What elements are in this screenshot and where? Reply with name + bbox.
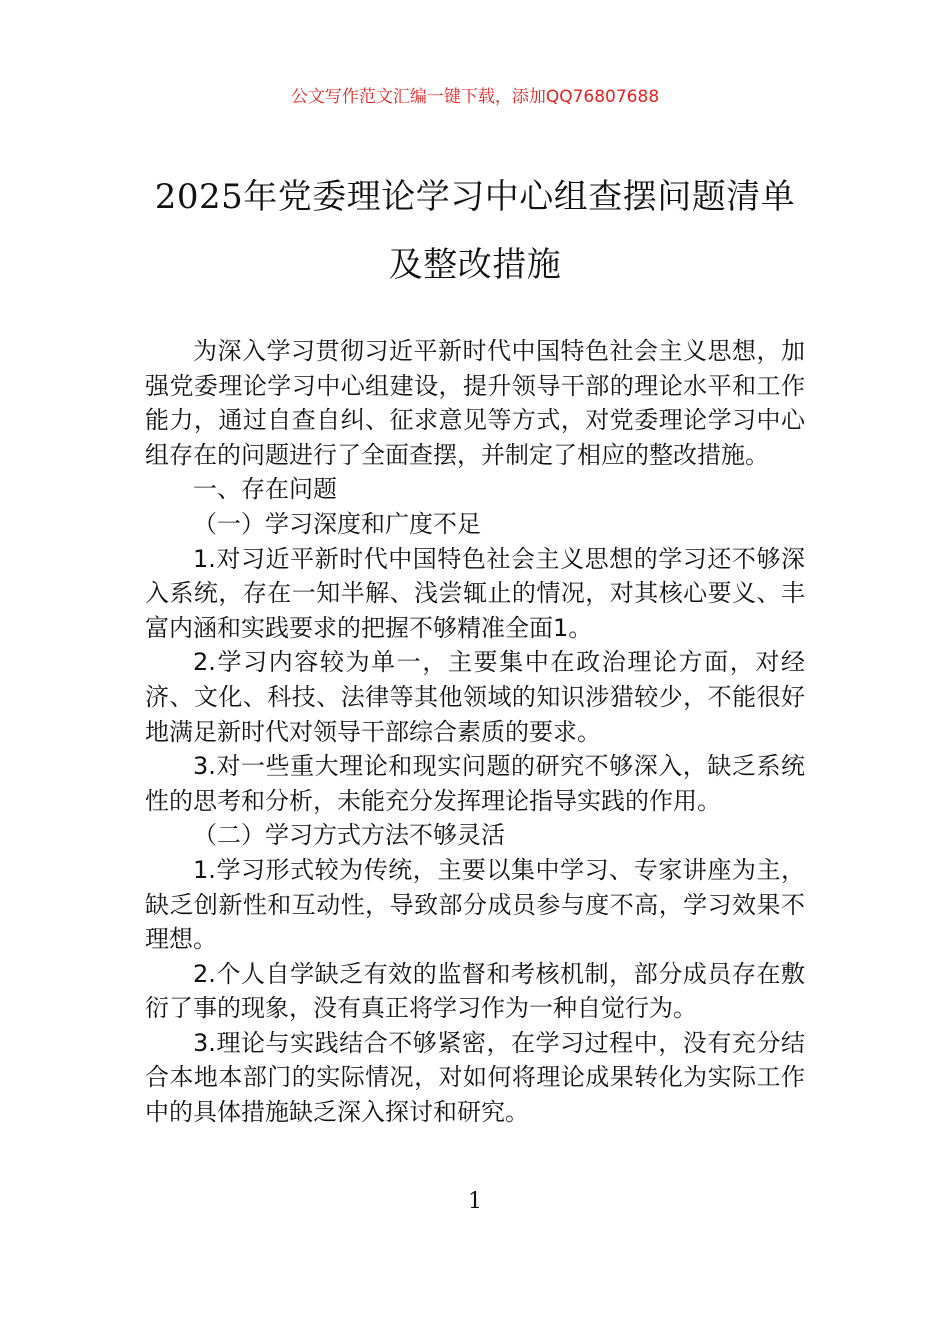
list-item: 1.学习形式较为传统，主要以集中学习、专家讲座为主，缺乏创新性和互动性，导致部分成员参与度不高，学习效果不理想。 (145, 855, 805, 954)
list-item: 2.学习内容较为单一，主要集中在政治理论方面，对经济、文化、科技、法律等其他领域的知识涉猎较少，不能很好地满足新时代对领导干部综合素质的要求。 (145, 648, 805, 746)
list-item: 1.对习近平新时代中国特色社会主义思想的学习还不够深入系统，存在一知半解、浅尝辄止的情况，对其核心要义、丰富内涵和实践要求的把握不够精准全面1。 (145, 544, 805, 642)
intro-paragraph: 为深入学习贯彻习近平新时代中国特色社会主义思想，加强党委理论学习中心组建设，提升领导干部的理论水平和工作能力，通过自查自纠、征求意见等方式，对党委理论学习中心组存在的问题进行了全面查摆，并制定了相应的整改措施。 (145, 337, 805, 469)
document-title-line2: 及整改措施 (388, 245, 562, 285)
list-item: 3.理论与实践结合不够紧密，在学习过程中，没有充分结合本地本部门的实际情况，对如何将理论成果转化为实际工作中的具体措施缺乏深入探讨和研究。 (145, 1028, 805, 1127)
download-banner: 公文写作范文汇编一键下载，添加QQ76807688 (290, 87, 660, 107)
document-body (145, 334, 805, 1130)
list-item: 2.个人自学缺乏有效的监督和考核机制，部分成员存在敷衍了事的现象，没有真正将学习作为一种自觉行为。 (145, 959, 805, 1023)
subsection-heading-2: （二）学习方式方法不够灵活 (193, 821, 505, 850)
list-item: 3.对一些重大理论和现实问题的研究不够深入，缺乏系统性的思考和分析，未能充分发挥理论指导实践的作用。 (145, 752, 805, 815)
section-heading-problems: 一、存在问题 (193, 475, 337, 504)
subsection-heading-1: （一）学习深度和广度不足 (193, 509, 481, 538)
page-number: 1 (468, 1189, 482, 1214)
document-title-line1: 2025年党委理论学习中心组查摆问题清单 (154, 177, 796, 217)
